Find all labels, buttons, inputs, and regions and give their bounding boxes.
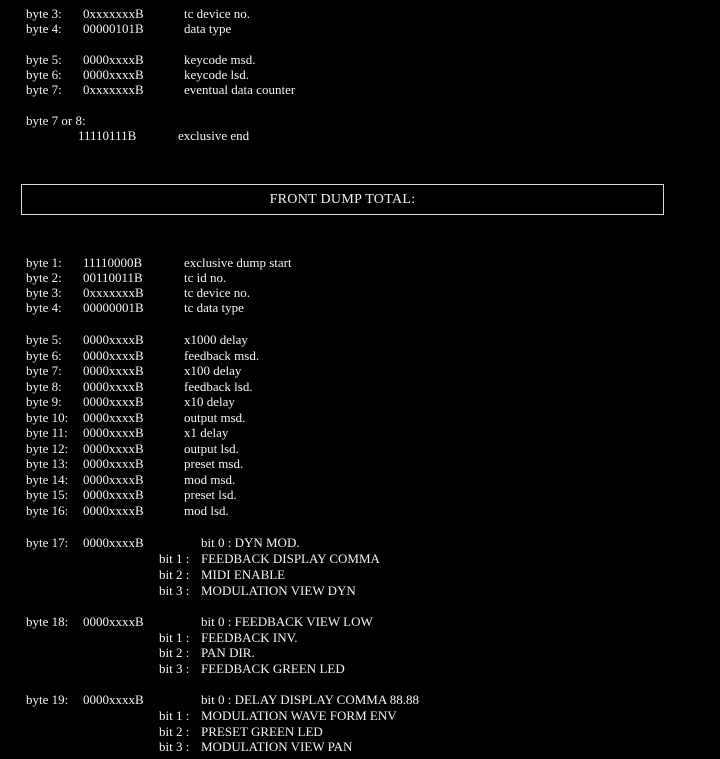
bit-description: FEEDBACK INV. [201, 630, 298, 645]
bit-label: bit 3 : [159, 583, 190, 598]
byte-label: byte 4: [26, 300, 62, 315]
byte-value: 0xxxxxxxB [83, 6, 144, 21]
byte-value: 00000001B [83, 300, 144, 315]
byte-label: byte 6: [26, 67, 62, 82]
byte-label: byte 19: [26, 692, 69, 707]
bit-label: bit 3 : [159, 739, 190, 754]
byte-description: data type [184, 21, 232, 36]
bit-label: bit 2 : [159, 567, 190, 582]
bit-label: bit 3 : [159, 661, 190, 676]
byte-value: 00110011B [83, 270, 143, 285]
byte-label: byte 2: [26, 270, 62, 285]
byte-description: preset msd. [184, 456, 244, 471]
exclusive-end-label: byte 7 or 8: [26, 113, 86, 128]
byte-label: byte 6: [26, 348, 62, 363]
bit-description: FEEDBACK GREEN LED [201, 661, 345, 676]
byte-value: 0000xxxxB [83, 67, 144, 82]
bit-description: MODULATION VIEW PAN [201, 739, 353, 754]
bit-description: PAN DIR. [201, 645, 255, 660]
byte-description: x10 delay [184, 394, 235, 409]
byte-label: byte 11: [26, 425, 68, 440]
section-title: FRONT DUMP TOTAL: [269, 191, 416, 207]
byte-value: 0000xxxxB [83, 472, 144, 487]
bit-description: MODULATION VIEW DYN [201, 583, 356, 598]
byte-value: 00000101B [83, 21, 144, 36]
byte-value: 0000xxxxB [83, 535, 144, 550]
byte-value: 0000xxxxB [83, 692, 144, 707]
byte-value: 0xxxxxxxB [83, 285, 144, 300]
byte-value: 0000xxxxB [83, 394, 144, 409]
byte-description: keycode lsd. [184, 67, 249, 82]
byte-description: exclusive dump start [184, 255, 292, 270]
byte-value: 0000xxxxB [83, 487, 144, 502]
byte-value: 0000xxxxB [83, 614, 144, 629]
byte-label: byte 3: [26, 285, 62, 300]
byte-value: 0000xxxxB [83, 52, 144, 67]
bit-description: PRESET GREEN LED [201, 724, 323, 739]
byte-description: tc id no. [184, 270, 227, 285]
byte-value: 0000xxxxB [83, 348, 144, 363]
byte-value: 0000xxxxB [83, 441, 144, 456]
bit-label: bit 1 : [159, 630, 190, 645]
byte-label: byte 7: [26, 82, 62, 97]
byte-label: byte 16: [26, 503, 69, 518]
section-title-box [21, 184, 664, 215]
byte-label: byte 9: [26, 394, 62, 409]
byte-value: 0000xxxxB [83, 503, 144, 518]
byte-label: byte 17: [26, 535, 69, 550]
byte-description: mod msd. [184, 472, 236, 487]
bit-label: bit 2 : [159, 724, 190, 739]
byte-label: byte 10: [26, 410, 69, 425]
byte-description: x1000 delay [184, 332, 248, 347]
byte-description: eventual data counter [184, 82, 296, 97]
byte-description: mod lsd. [184, 503, 229, 518]
byte-label: byte 14: [26, 472, 69, 487]
bit-description: bit 0 : FEEDBACK VIEW LOW [201, 614, 373, 629]
exclusive-end-description: exclusive end [178, 128, 250, 143]
byte-value: 0000xxxxB [83, 425, 144, 440]
byte-description: keycode msd. [184, 52, 256, 67]
byte-label: byte 3: [26, 6, 62, 21]
bit-description: MODULATION WAVE FORM ENV [201, 708, 397, 723]
bit-label: bit 1 : [159, 708, 190, 723]
bit-description: bit 0 : DYN MOD. [201, 535, 300, 550]
bit-description: bit 0 : DELAY DISPLAY COMMA 88.88 [201, 692, 420, 707]
byte-description: x1 delay [184, 425, 229, 440]
byte-label: byte 15: [26, 487, 69, 502]
byte-description: tc device no. [184, 6, 251, 21]
byte-value: 11110000B [83, 255, 143, 270]
bit-description: FEEDBACK DISPLAY COMMA [201, 551, 380, 566]
byte-value: 0000xxxxB [83, 332, 144, 347]
byte-description: output lsd. [184, 441, 239, 456]
byte-description: feedback lsd. [184, 379, 253, 394]
byte-value: 0000xxxxB [83, 379, 144, 394]
byte-label: byte 5: [26, 52, 62, 67]
exclusive-end-value: 11110111B [78, 128, 137, 143]
byte-label: byte 18: [26, 614, 69, 629]
byte-value: 0000xxxxB [83, 410, 144, 425]
bit-label: bit 1 : [159, 551, 190, 566]
byte-description: tc device no. [184, 285, 251, 300]
byte-label: byte 8: [26, 379, 62, 394]
bit-description: MIDI ENABLE [201, 567, 286, 582]
byte-description: output msd. [184, 410, 246, 425]
byte-label: byte 13: [26, 456, 69, 471]
byte-description: preset lsd. [184, 487, 237, 502]
byte-label: byte 7: [26, 363, 62, 378]
byte-label: byte 4: [26, 21, 62, 36]
byte-value: 0000xxxxB [83, 363, 144, 378]
byte-description: x100 delay [184, 363, 242, 378]
byte-label: byte 5: [26, 332, 62, 347]
byte-label: byte 1: [26, 255, 62, 270]
byte-description: tc data type [184, 300, 244, 315]
byte-label: byte 12: [26, 441, 69, 456]
byte-value: 0000xxxxB [83, 456, 144, 471]
bit-label: bit 2 : [159, 645, 190, 660]
byte-value: 0xxxxxxxB [83, 82, 144, 97]
byte-description: feedback msd. [184, 348, 260, 363]
